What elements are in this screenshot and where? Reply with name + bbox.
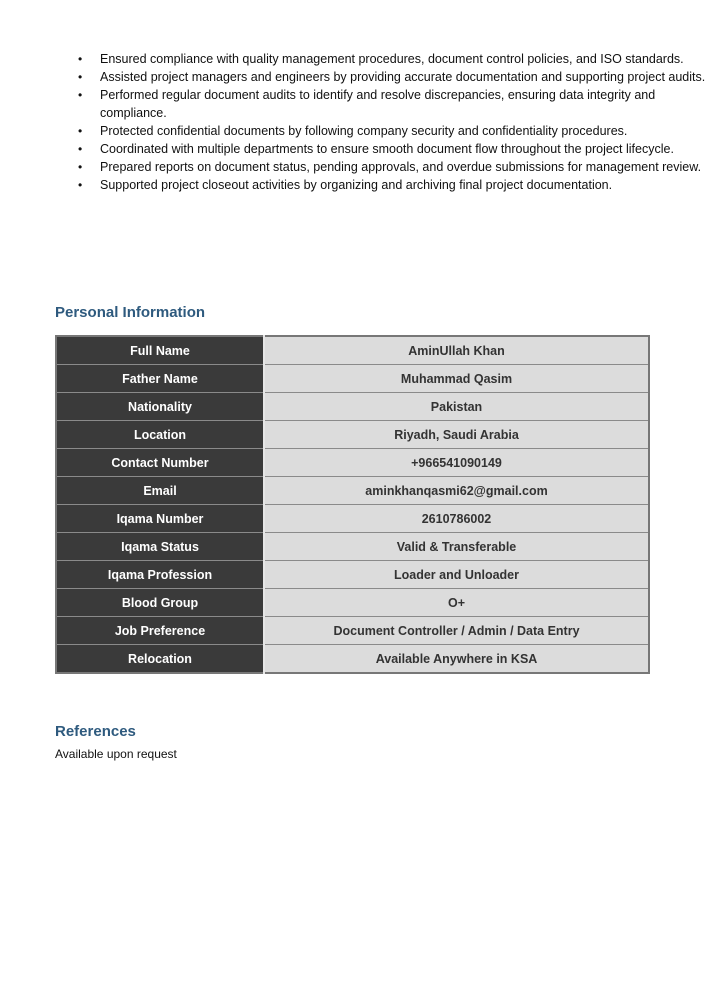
field-label: Contact Number	[56, 449, 264, 477]
table-row	[56, 561, 649, 589]
field-value: Riyadh, Saudi Arabia	[264, 421, 649, 449]
field-value: Pakistan	[264, 393, 649, 421]
field-value: AminUllah Khan	[264, 336, 649, 365]
list-item: • Ensured compliance with quality management procedures, document control policies, and ISO standards.	[78, 52, 684, 66]
table-row	[56, 477, 649, 505]
field-label: Email	[56, 477, 264, 505]
references-heading: References	[55, 723, 136, 740]
bullet-icon: •	[78, 124, 83, 138]
list-item: • Assisted project managers and engineers by providing accurate documentation and supporting project audits.	[78, 70, 706, 84]
list-item: • Coordinated with multiple departments to ensure smooth document flow throughout the project lifecycle.	[78, 142, 674, 156]
personal-information-table	[55, 335, 650, 674]
field-label: Relocation	[56, 645, 264, 674]
field-value: O+	[264, 589, 649, 617]
table-row	[56, 393, 649, 421]
field-label: Location	[56, 421, 264, 449]
field-label: Iqama Profession	[56, 561, 264, 589]
field-value: Muhammad Qasim	[264, 365, 649, 393]
bullet-icon: •	[78, 142, 83, 156]
bullet-icon: •	[78, 88, 83, 102]
field-label: Blood Group	[56, 589, 264, 617]
table-row	[56, 533, 649, 561]
bullet-icon: •	[78, 178, 83, 192]
table-row	[56, 505, 649, 533]
field-label: Job Preference	[56, 617, 264, 645]
bullet-icon: •	[78, 160, 83, 174]
table-row	[56, 365, 649, 393]
field-label: Iqama Number	[56, 505, 264, 533]
table-row	[56, 645, 649, 674]
field-label: Full Name	[56, 336, 264, 365]
bullet-icon: •	[78, 70, 83, 84]
field-label: Nationality	[56, 393, 264, 421]
references-text: Available upon request	[55, 747, 177, 761]
field-label: Iqama Status	[56, 533, 264, 561]
list-item: • Protected confidential documents by following company security and confidentiality procedures.	[78, 124, 628, 138]
table-row	[56, 589, 649, 617]
field-value: Document Controller / Admin / Data Entry	[264, 617, 649, 645]
table-row	[56, 421, 649, 449]
responsibilities-list	[55, 50, 710, 194]
field-value: 2610786002	[264, 505, 649, 533]
field-label: Father Name	[56, 365, 264, 393]
field-value: Available Anywhere in KSA	[264, 645, 649, 674]
list-item: • Performed regular document audits to identify and resolve discrepancies, ensuring data integrity and compliance.	[78, 88, 656, 120]
table-row	[56, 617, 649, 645]
field-value: aminkhanqasmi62@gmail.com	[264, 477, 649, 505]
personal-information-heading: Personal Information	[55, 304, 206, 321]
table-row	[56, 336, 649, 365]
field-value: Valid & Transferable	[264, 533, 649, 561]
bullet-icon: •	[78, 52, 83, 66]
list-item: • Prepared reports on document status, pending approvals, and overdue submissions for management review.	[78, 160, 702, 174]
field-value: Loader and Unloader	[264, 561, 649, 589]
table-row	[56, 449, 649, 477]
list-item: • Supported project closeout activities by organizing and archiving final project documentation.	[78, 178, 613, 192]
field-value: +966541090149	[264, 449, 649, 477]
